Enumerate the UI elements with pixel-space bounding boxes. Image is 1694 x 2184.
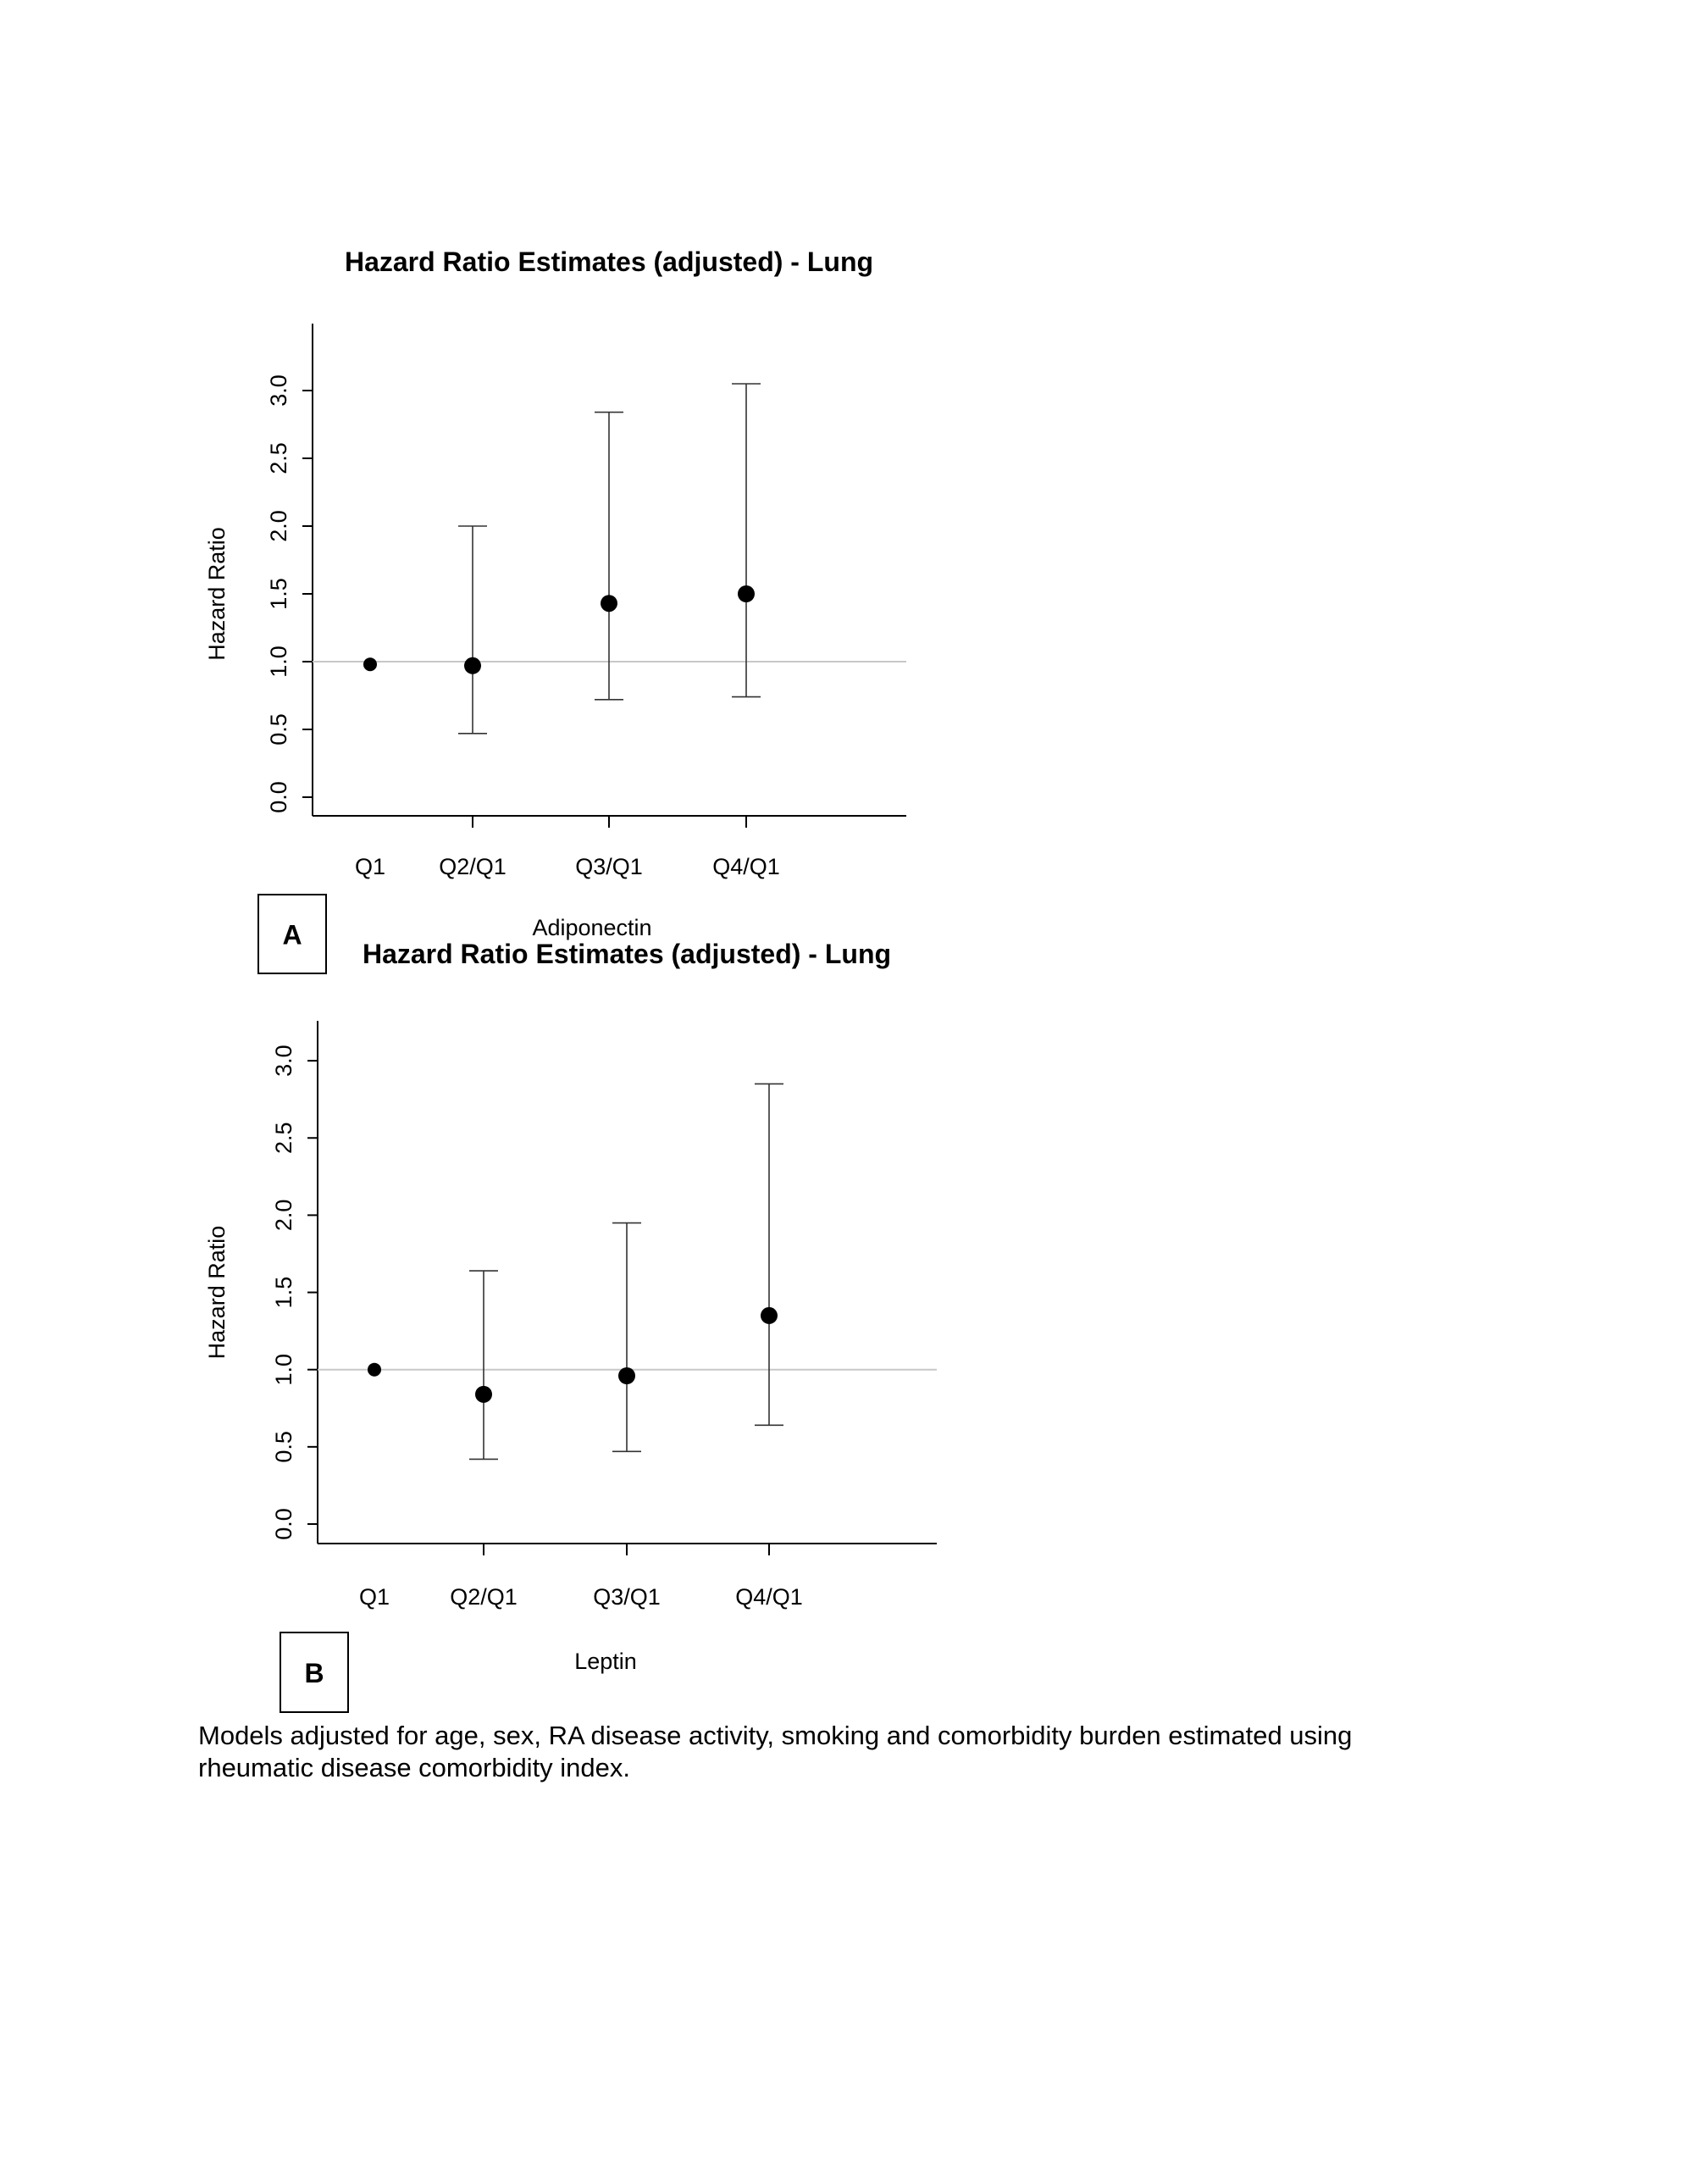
x-tick-label: Q4/Q1 — [735, 1584, 803, 1610]
panel-label: B — [304, 1658, 324, 1688]
chart-panel-b — [204, 939, 937, 1712]
y-tick-label: 0.0 — [266, 781, 291, 813]
chart-title: Hazard Ratio Estimates (adjusted) - Lung — [344, 247, 874, 277]
y-tick-label: 0.0 — [271, 1508, 296, 1540]
figure-caption: Models adjusted for age, sex, RA disease activity, smoking and comorbidity burden estimated using rheumatic disease comorbidity index. — [198, 1721, 1353, 1782]
y-tick-label: 3.0 — [271, 1045, 296, 1077]
data-point — [601, 595, 617, 612]
y-tick-label: 2.5 — [266, 442, 291, 474]
data-point — [475, 1386, 492, 1403]
y-tick-label: 3.0 — [266, 374, 291, 407]
y-tick-label: 0.5 — [271, 1431, 296, 1463]
data-point — [464, 657, 481, 674]
data-point — [363, 657, 377, 671]
y-tick-label: 2.5 — [271, 1122, 296, 1155]
x-tick-label: Q3/Q1 — [593, 1584, 661, 1610]
x-axis-label: Adiponectin — [532, 915, 652, 940]
x-axis-label: Leptin — [574, 1649, 637, 1674]
y-tick-label: 0.5 — [266, 713, 291, 746]
y-tick-label: 2.0 — [266, 510, 291, 542]
data-point — [618, 1367, 635, 1384]
y-tick-label: 1.5 — [266, 578, 291, 610]
chart-panel-a — [204, 247, 906, 973]
x-tick-label: Q2/Q1 — [450, 1584, 518, 1610]
x-tick-label: Q2/Q1 — [439, 854, 507, 879]
x-tick-label: Q1 — [354, 854, 386, 879]
data-point — [368, 1363, 381, 1377]
data-point — [761, 1307, 778, 1324]
panel-label: A — [282, 919, 302, 951]
chart-title: Hazard Ratio Estimates (adjusted) - Lung — [362, 939, 892, 969]
x-tick-label: Q1 — [358, 1584, 390, 1610]
data-point — [738, 585, 755, 602]
y-tick-label: 2.0 — [271, 1199, 296, 1232]
x-tick-label: Q4/Q1 — [712, 854, 780, 879]
y-axis-label: Hazard Ratio — [204, 1225, 230, 1360]
y-tick-label: 1.5 — [271, 1276, 296, 1309]
x-tick-label: Q3/Q1 — [575, 854, 643, 879]
y-tick-label: 1.0 — [271, 1353, 296, 1386]
y-tick-label: 1.0 — [266, 646, 291, 678]
y-axis-label: Hazard Ratio — [204, 527, 230, 661]
